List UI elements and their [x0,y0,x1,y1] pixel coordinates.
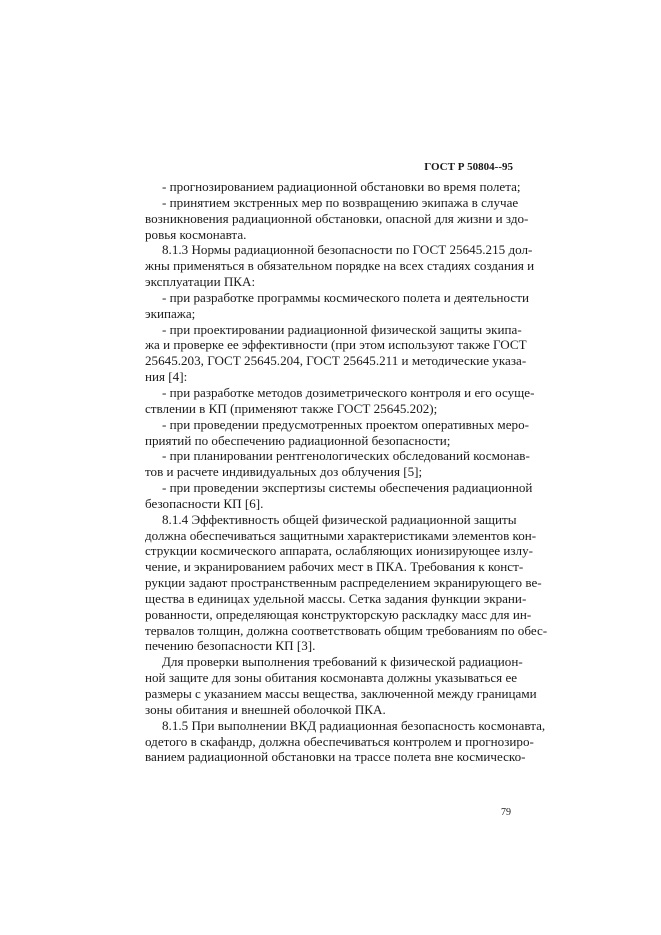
text-line: жны применяться в обязательном порядке на всех стадиях создания и [145,258,535,274]
text-line: ния [4]: [145,369,188,385]
document-body [145,179,548,765]
text-line: зоны обитания и внешней оболочкой ПКА. [145,701,386,717]
text-line: 25645.203, ГОСТ 25645.204, ГОСТ 25645.211 и методические указа- [145,353,527,369]
text-line: размеры с указанием массы вещества, заключенной между границами [145,686,537,701]
text-line: приятий по обеспечению радиационной безопасности; [145,432,451,448]
text-line: - принятием экстренных мер по возвращению экипажа в случае [162,194,519,210]
text-line: безопасности КП [6]. [145,495,264,511]
text-line: ровья космонавта. [145,226,247,242]
text-line: 8.1.4 Эффективность общей физической радиационной защиты [162,511,517,527]
text-line: ствлении в КП (применяют также ГОСТ 25645.202); [145,400,438,416]
text-line: щества в единицах удельной массы. Сетка задания функции экрани- [145,590,527,606]
text-line: экипажа; [145,305,196,321]
text-line: рованности, определяющая конструкторскую раскладку масс для ин- [145,606,532,622]
text-line: - прогнозированием радиационной обстановки во время полета; [162,179,521,194]
text-line: жа и проверке ее эффективности (при этом используют также ГОСТ [145,337,527,353]
text-line: ной защите для зоны обитания космонавта должны указываться ее [145,670,518,686]
text-line: - при разработке программы космического полета и деятельности [162,289,529,305]
text-line: струкции космического аппарата, ослабляющих ионизирующее излу- [145,543,533,559]
text-line: - при разработке методов дозиметрического контроля и его осуще- [162,384,535,400]
text-line: 8.1.5 При выполнении ВКД радиационная безопасность космонавта, [162,717,546,733]
text-line: - при проведении предусмотренных проектом оперативных меро- [162,416,529,432]
text-line: - при проектировании радиационной физической защиты экипа- [162,321,522,337]
text-line: - при планировании рентгенологических обследований космонав- [162,448,530,464]
text-line: тов и расчете индивидуальных доз облучения [5]; [145,464,423,480]
text-line: ванием радиационной обстановки на трассе полета вне космическо- [145,749,526,765]
text-line: должна обеспечиваться защитными характеристиками элементов кон- [145,527,537,543]
text-line: Для проверки выполнения требований к физической радиацион- [162,654,523,670]
text-line: тервалов толщин, должна соответствовать общим требованиям по обес- [145,622,548,638]
text-line: печению безопасности КП [3]. [145,638,316,654]
page-number: 79 [501,807,511,818]
text-line: одетого в скафандр, должна обеспечиваться контролем и прогнозиро- [145,733,534,749]
text-line: 8.1.3 Нормы радиационной безопасности по ГОСТ 25645.215 дол- [162,242,533,258]
document-header: ГОСТ Р 50804--95 [424,161,513,173]
text-line: рукции задают пространственным распределением экранирующего ве- [145,575,542,591]
text-line: эксплуатации ПКА: [145,274,256,290]
text-line: возникновения радиационной обстановки, опасной для жизни и здо- [145,210,529,226]
text-line: чение, и экранированием рабочих мест в ПКА. Требования к конст- [145,559,524,575]
text-line: - при проведении экспертизы системы обеспечения радиационной [162,480,533,496]
